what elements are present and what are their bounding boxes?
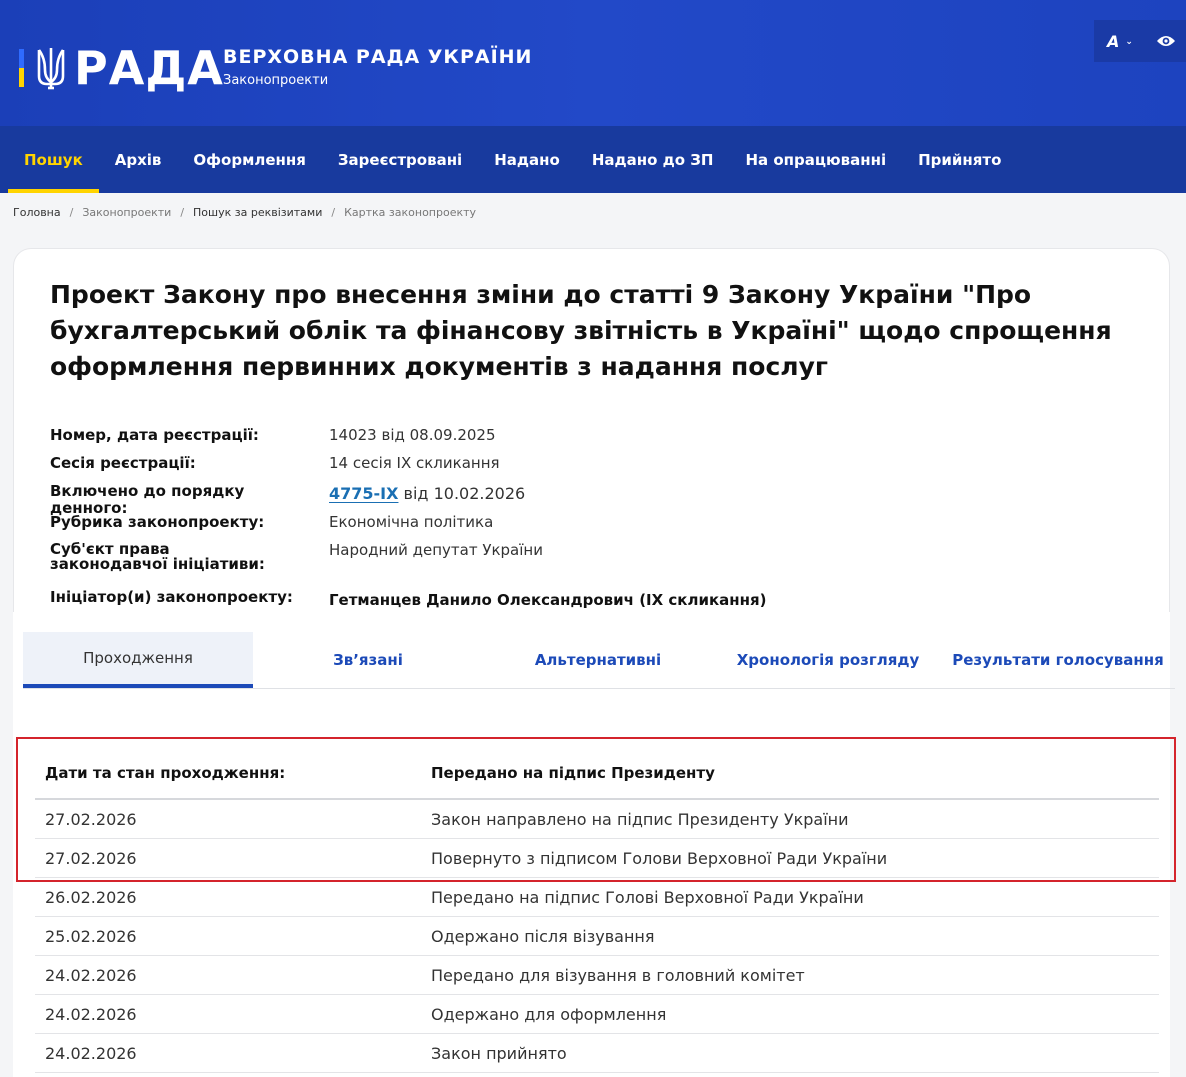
- flag-icon: [19, 49, 24, 87]
- nav-item-submitted-to-zp[interactable]: Надано до ЗП: [591, 150, 714, 169]
- nav-item-adopted[interactable]: Прийнято: [918, 150, 1002, 169]
- org-subtitle: Законопроекти: [223, 73, 329, 88]
- row-status: Закон направлено на підпис Президенту України: [431, 810, 849, 829]
- bill-properties: [50, 427, 1150, 617]
- tabs-bar: [23, 632, 1175, 689]
- row-date: 24.02.2026: [45, 1044, 137, 1063]
- nav-item-in-review[interactable]: На опрацюванні: [745, 150, 887, 169]
- prop-value: 14 сесія IX скликання: [329, 454, 500, 472]
- table-row: [35, 878, 1159, 917]
- org-block: [223, 46, 532, 88]
- prop-value: Економічна політика: [329, 513, 494, 531]
- prop-value-agenda: [329, 485, 525, 502]
- table-row: [35, 839, 1159, 878]
- table-header: [35, 752, 1159, 800]
- table-row: [35, 995, 1159, 1034]
- org-title: ВЕРХОВНА РАДА УКРАЇНИ: [223, 46, 533, 68]
- row-date: 24.02.2026: [45, 1005, 137, 1024]
- row-status: Передано для візування в головний комітет: [431, 966, 805, 985]
- breadcrumb-home[interactable]: Головна: [13, 206, 61, 219]
- table-row: [35, 917, 1159, 956]
- prop-value-initiator[interactable]: Гетманцев Данило Олександрович (IX скликання): [329, 591, 767, 609]
- row-status: Одержано після візування: [431, 927, 655, 946]
- prop-label: Рубрика законопроекту:: [50, 513, 265, 531]
- progress-table: [35, 752, 1159, 1073]
- font-size-button[interactable]: [1094, 32, 1146, 51]
- prop-label: Номер, дата реєстрації:: [50, 426, 259, 444]
- prop-row-agenda: [50, 482, 1150, 517]
- header-tools: [1094, 20, 1186, 62]
- breadcrumb-separator: /: [180, 206, 185, 219]
- eye-icon: [1156, 34, 1176, 48]
- prop-label: Включено до порядку денного:: [50, 482, 245, 517]
- prop-label: Суб'єкт права законодавчої ініціативи:: [50, 540, 265, 573]
- prop-value: Народний депутат України: [329, 541, 543, 559]
- breadcrumb-search[interactable]: Пошук за реквізитами: [193, 206, 323, 219]
- breadcrumb-separator: /: [331, 206, 336, 219]
- row-status: Закон прийнято: [431, 1044, 567, 1063]
- table-row: [35, 956, 1159, 995]
- breadcrumb-bills[interactable]: Законопроекти: [82, 206, 172, 219]
- brand-name: РАДА: [74, 41, 224, 95]
- tab-voting-results[interactable]: Результати голосування: [952, 651, 1164, 669]
- nav-item-archive[interactable]: Архів: [114, 150, 162, 169]
- prop-label: Сесія реєстрації:: [50, 454, 196, 472]
- tab-related[interactable]: Зв’язані: [333, 651, 403, 669]
- nav-item-processing[interactable]: Оформлення: [193, 150, 306, 169]
- row-date: 26.02.2026: [45, 888, 137, 907]
- prop-row-session: [50, 455, 1150, 483]
- chevron-down-icon: ⌄: [1125, 37, 1133, 47]
- row-date: 24.02.2026: [45, 966, 137, 985]
- table-row: [35, 1034, 1159, 1073]
- prop-label: Ініціатор(и) законопроекту:: [50, 588, 293, 606]
- row-date: 25.02.2026: [45, 927, 137, 946]
- row-status: Передано на підпис Голові Верховної Ради України: [431, 888, 864, 907]
- page-title: Проект Закону про внесення зміни до статті 9 Закону України "Про бухгалтерський облік та фінансову звітність в Україні" щодо спрощення оформлення первинних документів з надання послуг: [50, 280, 1112, 381]
- row-date: 27.02.2026: [45, 849, 137, 868]
- tab-chronology[interactable]: Хронологія розгляду: [736, 651, 920, 669]
- agenda-date: від 10.02.2026: [398, 484, 526, 503]
- nav-item-search[interactable]: Пошук: [8, 126, 99, 193]
- breadcrumb-separator: /: [69, 206, 74, 219]
- row-status: Повернуто з підписом Голови Верховної Ради України: [431, 849, 888, 868]
- nav-item-registered[interactable]: Зареєстровані: [337, 150, 463, 169]
- rada-logo[interactable]: [19, 41, 224, 95]
- table-row: [35, 800, 1159, 839]
- row-status: Одержано для оформлення: [431, 1005, 667, 1024]
- agenda-link[interactable]: 4775-IX: [329, 484, 399, 503]
- trident-icon: [36, 44, 66, 92]
- row-date: 27.02.2026: [45, 810, 137, 829]
- bill-card: [13, 248, 1170, 612]
- prop-row-rubric: [50, 514, 1150, 542]
- tab-alternative[interactable]: Альтернативні: [534, 651, 662, 669]
- main-nav: [0, 126, 1186, 193]
- site-header: [0, 0, 1186, 126]
- prop-row-number: [50, 427, 1150, 455]
- column-header-date: Дати та стан проходження:: [45, 764, 286, 782]
- prop-row-subject: [50, 542, 1150, 589]
- tab-progress[interactable]: Проходження: [23, 632, 253, 688]
- nav-item-submitted[interactable]: Надано: [494, 150, 560, 169]
- breadcrumb-current: Картка законопроекту: [344, 206, 477, 219]
- prop-value: 14023 від 08.09.2025: [329, 426, 496, 444]
- column-header-status: Передано на підпис Президенту: [431, 764, 715, 782]
- accessibility-button[interactable]: [1146, 34, 1186, 48]
- breadcrumb: [13, 206, 476, 219]
- font-size-label: A: [1107, 31, 1120, 51]
